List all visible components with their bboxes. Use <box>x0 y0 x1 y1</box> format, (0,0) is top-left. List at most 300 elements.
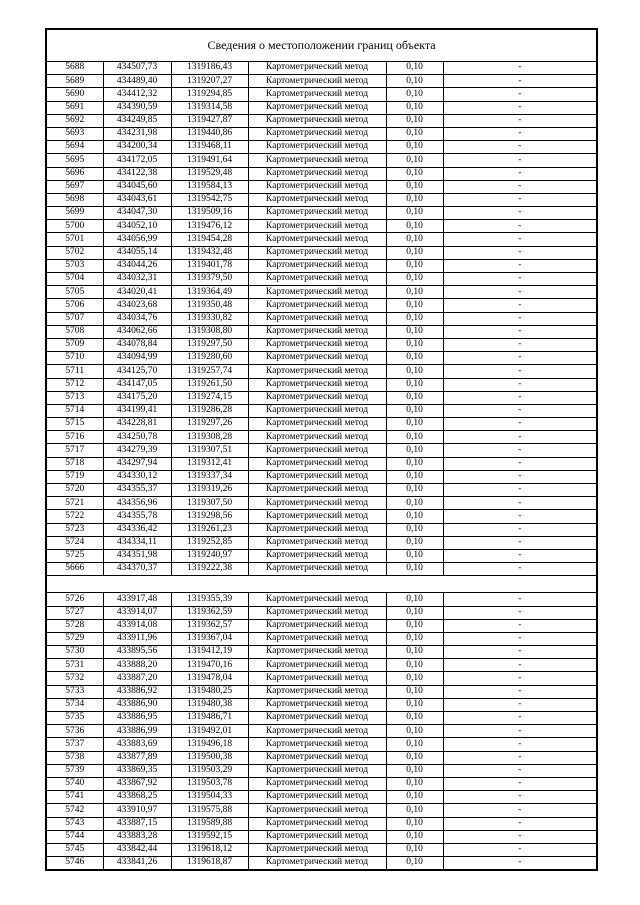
precision-cell: 0,10 <box>386 751 443 764</box>
method-cell: Картометрический метод <box>248 246 386 259</box>
method-cell: Картометрический метод <box>248 418 386 431</box>
note-cell: - <box>443 154 597 167</box>
method-cell: Картометрический метод <box>248 220 386 233</box>
method-cell: Картометрический метод <box>248 338 386 351</box>
method-cell: Картометрический метод <box>248 698 386 711</box>
note-cell: - <box>443 444 597 457</box>
x-coordinate-cell: 434279,39 <box>103 444 171 457</box>
x-coordinate-cell: 434489,40 <box>103 75 171 88</box>
point-number-cell: 5725 <box>46 549 103 562</box>
note-cell: - <box>443 830 597 843</box>
y-coordinate-cell: 1319307,51 <box>171 444 248 457</box>
method-cell: Картометрический метод <box>248 857 386 871</box>
precision-cell: 0,10 <box>386 470 443 483</box>
point-number-cell: 5723 <box>46 523 103 536</box>
x-coordinate-cell: 434045,60 <box>103 180 171 193</box>
point-number-cell: 5737 <box>46 738 103 751</box>
table-row <box>46 444 597 457</box>
note-cell: - <box>443 646 597 659</box>
table-row <box>46 325 597 338</box>
precision-cell: 0,10 <box>386 273 443 286</box>
x-coordinate-cell: 434356,96 <box>103 497 171 510</box>
y-coordinate-cell: 1319261,50 <box>171 378 248 391</box>
note-cell: - <box>443 193 597 206</box>
table-row <box>46 312 597 325</box>
x-coordinate-cell: 433883,28 <box>103 830 171 843</box>
point-number-cell: 5694 <box>46 141 103 154</box>
precision-cell: 0,10 <box>386 685 443 698</box>
table-row <box>46 457 597 470</box>
precision-cell: 0,10 <box>386 259 443 272</box>
method-cell: Картометрический метод <box>248 259 386 272</box>
x-coordinate-cell: 434370,37 <box>103 563 171 576</box>
x-coordinate-cell: 434228,81 <box>103 418 171 431</box>
precision-cell: 0,10 <box>386 391 443 404</box>
point-number-cell: 5704 <box>46 273 103 286</box>
table-row <box>46 830 597 843</box>
note-cell: - <box>443 391 597 404</box>
precision-cell: 0,10 <box>386 510 443 523</box>
precision-cell: 0,10 <box>386 338 443 351</box>
note-cell: - <box>443 549 597 562</box>
method-cell: Картометрический метод <box>248 804 386 817</box>
table-row <box>46 510 597 523</box>
table-row <box>46 804 597 817</box>
y-coordinate-cell: 1319186,43 <box>171 62 248 75</box>
precision-cell: 0,10 <box>386 141 443 154</box>
point-number-cell: 5697 <box>46 180 103 193</box>
point-number-cell: 5714 <box>46 404 103 417</box>
x-coordinate-cell: 433868,25 <box>103 791 171 804</box>
point-number-cell: 5708 <box>46 325 103 338</box>
point-number-cell: 5738 <box>46 751 103 764</box>
table-row <box>46 712 597 725</box>
table-title: Сведения о местоположении границ объекта <box>46 29 597 62</box>
precision-cell: 0,10 <box>386 325 443 338</box>
method-cell: Картометрический метод <box>248 593 386 606</box>
point-number-cell: 5731 <box>46 659 103 672</box>
point-number-cell: 5713 <box>46 391 103 404</box>
table-row <box>46 738 597 751</box>
x-coordinate-cell: 433917,48 <box>103 593 171 606</box>
x-coordinate-cell: 434351,98 <box>103 549 171 562</box>
x-coordinate-cell: 433886,99 <box>103 725 171 738</box>
method-cell: Картометрический метод <box>248 325 386 338</box>
precision-cell: 0,10 <box>386 764 443 777</box>
y-coordinate-cell: 1319503,29 <box>171 764 248 777</box>
note-cell: - <box>443 88 597 101</box>
y-coordinate-cell: 1319257,74 <box>171 365 248 378</box>
table-row <box>46 220 597 233</box>
method-cell: Картометрический метод <box>248 470 386 483</box>
x-coordinate-cell: 434250,78 <box>103 431 171 444</box>
point-number-cell: 5698 <box>46 193 103 206</box>
x-coordinate-cell: 433886,90 <box>103 698 171 711</box>
y-coordinate-cell: 1319480,38 <box>171 698 248 711</box>
x-coordinate-cell: 434249,85 <box>103 114 171 127</box>
note-cell: - <box>443 365 597 378</box>
table-row <box>46 154 597 167</box>
precision-cell: 0,10 <box>386 536 443 549</box>
y-coordinate-cell: 1319319,26 <box>171 484 248 497</box>
point-number-cell: 5711 <box>46 365 103 378</box>
point-number-cell: 5736 <box>46 725 103 738</box>
x-coordinate-cell: 434355,78 <box>103 510 171 523</box>
method-cell: Картометрический метод <box>248 510 386 523</box>
note-cell: - <box>443 233 597 246</box>
note-cell: - <box>443 593 597 606</box>
precision-cell: 0,10 <box>386 646 443 659</box>
table-row <box>46 536 597 549</box>
y-coordinate-cell: 1319575,88 <box>171 804 248 817</box>
method-cell: Картометрический метод <box>248 712 386 725</box>
precision-cell: 0,10 <box>386 632 443 645</box>
point-number-cell: 5691 <box>46 101 103 114</box>
point-number-cell: 5722 <box>46 510 103 523</box>
precision-cell: 0,10 <box>386 497 443 510</box>
y-coordinate-cell: 1319618,12 <box>171 843 248 856</box>
table-row <box>46 843 597 856</box>
point-number-cell: 5701 <box>46 233 103 246</box>
method-cell: Картометрический метод <box>248 391 386 404</box>
note-cell: - <box>443 404 597 417</box>
table-row <box>46 75 597 88</box>
method-cell: Картометрический метод <box>248 672 386 685</box>
table-row <box>46 764 597 777</box>
y-coordinate-cell: 1319584,13 <box>171 180 248 193</box>
point-number-cell: 5726 <box>46 593 103 606</box>
method-cell: Картометрический метод <box>248 286 386 299</box>
point-number-cell: 5705 <box>46 286 103 299</box>
y-coordinate-cell: 1319286,28 <box>171 404 248 417</box>
y-coordinate-cell: 1319500,38 <box>171 751 248 764</box>
table-row <box>46 233 597 246</box>
precision-cell: 0,10 <box>386 127 443 140</box>
note-cell: - <box>443 563 597 576</box>
table-row <box>46 817 597 830</box>
point-number-cell: 5741 <box>46 791 103 804</box>
point-number-cell: 5710 <box>46 352 103 365</box>
method-cell: Картометрический метод <box>248 365 386 378</box>
x-coordinate-cell: 434094,99 <box>103 352 171 365</box>
point-number-cell: 5699 <box>46 207 103 220</box>
method-cell: Картометрический метод <box>248 154 386 167</box>
method-cell: Картометрический метод <box>248 180 386 193</box>
precision-cell: 0,10 <box>386 180 443 193</box>
note-cell: - <box>443 843 597 856</box>
precision-cell: 0,10 <box>386 404 443 417</box>
point-number-cell: 5690 <box>46 88 103 101</box>
table-row <box>46 338 597 351</box>
table-row <box>46 593 597 606</box>
table-row <box>46 273 597 286</box>
y-coordinate-cell: 1319412,19 <box>171 646 248 659</box>
x-coordinate-cell: 433867,92 <box>103 777 171 790</box>
table-row <box>46 619 597 632</box>
y-coordinate-cell: 1319297,26 <box>171 418 248 431</box>
method-cell: Картометрический метод <box>248 62 386 75</box>
method-cell: Картометрический метод <box>248 738 386 751</box>
x-coordinate-cell: 433869,35 <box>103 764 171 777</box>
precision-cell: 0,10 <box>386 857 443 871</box>
x-coordinate-cell: 433888,20 <box>103 659 171 672</box>
point-number-cell: 5742 <box>46 804 103 817</box>
point-number-cell: 5735 <box>46 712 103 725</box>
x-coordinate-cell: 434032,31 <box>103 273 171 286</box>
y-coordinate-cell: 1319509,16 <box>171 207 248 220</box>
table-row <box>46 646 597 659</box>
y-coordinate-cell: 1319355,39 <box>171 593 248 606</box>
point-number-cell: 5730 <box>46 646 103 659</box>
y-coordinate-cell: 1319312,41 <box>171 457 248 470</box>
precision-cell: 0,10 <box>386 777 443 790</box>
note-cell: - <box>443 497 597 510</box>
note-cell: - <box>443 817 597 830</box>
table-row <box>46 497 597 510</box>
method-cell: Картометрический метод <box>248 563 386 576</box>
point-number-cell: 5734 <box>46 698 103 711</box>
y-coordinate-cell: 1319476,12 <box>171 220 248 233</box>
method-cell: Картометрический метод <box>248 659 386 672</box>
method-cell: Картометрический метод <box>248 646 386 659</box>
table-row <box>46 365 597 378</box>
method-cell: Картометрический метод <box>248 843 386 856</box>
y-coordinate-cell: 1319240,97 <box>171 549 248 562</box>
y-coordinate-cell: 1319618,87 <box>171 857 248 871</box>
precision-cell: 0,10 <box>386 286 443 299</box>
table-row <box>46 246 597 259</box>
table-row <box>46 62 597 75</box>
precision-cell: 0,10 <box>386 193 443 206</box>
x-coordinate-cell: 434334,11 <box>103 536 171 549</box>
x-coordinate-cell: 434078,84 <box>103 338 171 351</box>
method-cell: Картометрический метод <box>248 817 386 830</box>
precision-cell: 0,10 <box>386 484 443 497</box>
precision-cell: 0,10 <box>386 75 443 88</box>
table-row <box>46 378 597 391</box>
y-coordinate-cell: 1319503,78 <box>171 777 248 790</box>
table-row <box>46 286 597 299</box>
x-coordinate-cell: 434034,76 <box>103 312 171 325</box>
x-coordinate-cell: 434047,30 <box>103 207 171 220</box>
boundary-table-body <box>46 62 597 871</box>
x-coordinate-cell: 433887,20 <box>103 672 171 685</box>
table-row <box>46 777 597 790</box>
method-cell: Картометрический метод <box>248 725 386 738</box>
note-cell: - <box>443 470 597 483</box>
point-number-cell: 5717 <box>46 444 103 457</box>
note-cell: - <box>443 180 597 193</box>
precision-cell: 0,10 <box>386 418 443 431</box>
x-coordinate-cell: 434336,42 <box>103 523 171 536</box>
table-row <box>46 857 597 871</box>
table-row <box>46 523 597 536</box>
y-coordinate-cell: 1319480,25 <box>171 685 248 698</box>
point-number-cell: 5715 <box>46 418 103 431</box>
note-cell: - <box>443 457 597 470</box>
point-number-cell: 5693 <box>46 127 103 140</box>
table-row <box>46 725 597 738</box>
note-cell: - <box>443 672 597 685</box>
table-row <box>46 207 597 220</box>
y-coordinate-cell: 1319496,18 <box>171 738 248 751</box>
y-coordinate-cell: 1319298,56 <box>171 510 248 523</box>
method-cell: Картометрический метод <box>248 207 386 220</box>
method-cell: Картометрический метод <box>248 777 386 790</box>
method-cell: Картометрический метод <box>248 764 386 777</box>
table-row <box>46 685 597 698</box>
precision-cell: 0,10 <box>386 101 443 114</box>
method-cell: Картометрический метод <box>248 233 386 246</box>
method-cell: Картометрический метод <box>248 791 386 804</box>
table-row <box>46 791 597 804</box>
point-number-cell: 5703 <box>46 259 103 272</box>
point-number-cell: 5729 <box>46 632 103 645</box>
point-number-cell: 5695 <box>46 154 103 167</box>
y-coordinate-cell: 1319294,85 <box>171 88 248 101</box>
note-cell: - <box>443 632 597 645</box>
x-coordinate-cell: 433886,95 <box>103 712 171 725</box>
table-row <box>46 659 597 672</box>
x-coordinate-cell: 434147,05 <box>103 378 171 391</box>
x-coordinate-cell: 434172,05 <box>103 154 171 167</box>
y-coordinate-cell: 1319362,57 <box>171 619 248 632</box>
point-number-cell: 5740 <box>46 777 103 790</box>
note-cell: - <box>443 167 597 180</box>
precision-cell: 0,10 <box>386 431 443 444</box>
method-cell: Картометрический метод <box>248 497 386 510</box>
precision-cell: 0,10 <box>386 365 443 378</box>
y-coordinate-cell: 1319330,82 <box>171 312 248 325</box>
x-coordinate-cell: 434056,99 <box>103 233 171 246</box>
point-number-cell: 5745 <box>46 843 103 856</box>
precision-cell: 0,10 <box>386 378 443 391</box>
note-cell: - <box>443 659 597 672</box>
y-coordinate-cell: 1319362,59 <box>171 606 248 619</box>
method-cell: Картометрический метод <box>248 299 386 312</box>
method-cell: Картометрический метод <box>248 484 386 497</box>
y-coordinate-cell: 1319308,28 <box>171 431 248 444</box>
y-coordinate-cell: 1319432,48 <box>171 246 248 259</box>
table-row <box>46 632 597 645</box>
method-cell: Картометрический метод <box>248 536 386 549</box>
y-coordinate-cell: 1319504,33 <box>171 791 248 804</box>
point-number-cell: 5732 <box>46 672 103 685</box>
table-row <box>46 672 597 685</box>
y-coordinate-cell: 1319589,88 <box>171 817 248 830</box>
x-coordinate-cell: 433842,44 <box>103 843 171 856</box>
note-cell: - <box>443 510 597 523</box>
x-coordinate-cell: 434023,68 <box>103 299 171 312</box>
point-number-cell: 5720 <box>46 484 103 497</box>
method-cell: Картометрический метод <box>248 141 386 154</box>
method-cell: Картометрический метод <box>248 273 386 286</box>
x-coordinate-cell: 433895,56 <box>103 646 171 659</box>
method-cell: Картометрический метод <box>248 606 386 619</box>
x-coordinate-cell: 434390,59 <box>103 101 171 114</box>
method-cell: Картометрический метод <box>248 75 386 88</box>
method-cell: Картометрический метод <box>248 632 386 645</box>
precision-cell: 0,10 <box>386 672 443 685</box>
x-coordinate-cell: 433887,15 <box>103 817 171 830</box>
table-row <box>46 141 597 154</box>
method-cell: Картометрический метод <box>248 457 386 470</box>
point-number-cell: 5707 <box>46 312 103 325</box>
note-cell: - <box>443 299 597 312</box>
x-coordinate-cell: 434020,41 <box>103 286 171 299</box>
method-cell: Картометрический метод <box>248 127 386 140</box>
x-coordinate-cell: 433914,08 <box>103 619 171 632</box>
table-row <box>46 259 597 272</box>
y-coordinate-cell: 1319454,28 <box>171 233 248 246</box>
note-cell: - <box>443 712 597 725</box>
x-coordinate-cell: 434043,61 <box>103 193 171 206</box>
method-cell: Картометрический метод <box>248 88 386 101</box>
y-coordinate-cell: 1319478,04 <box>171 672 248 685</box>
point-number-cell: 5709 <box>46 338 103 351</box>
y-coordinate-cell: 1319379,50 <box>171 273 248 286</box>
note-cell: - <box>443 418 597 431</box>
method-cell: Картометрический метод <box>248 523 386 536</box>
precision-cell: 0,10 <box>386 523 443 536</box>
note-cell: - <box>443 75 597 88</box>
x-coordinate-cell: 434122,38 <box>103 167 171 180</box>
y-coordinate-cell: 1319261,23 <box>171 523 248 536</box>
precision-cell: 0,10 <box>386 207 443 220</box>
precision-cell: 0,10 <box>386 843 443 856</box>
table-row <box>46 563 597 576</box>
note-cell: - <box>443 764 597 777</box>
table-row <box>46 299 597 312</box>
note-cell: - <box>443 352 597 365</box>
point-number-cell: 5706 <box>46 299 103 312</box>
note-cell: - <box>443 431 597 444</box>
precision-cell: 0,10 <box>386 312 443 325</box>
precision-cell: 0,10 <box>386 457 443 470</box>
precision-cell: 0,10 <box>386 817 443 830</box>
precision-cell: 0,10 <box>386 88 443 101</box>
table-row <box>46 352 597 365</box>
y-coordinate-cell: 1319470,16 <box>171 659 248 672</box>
point-number-cell: 5712 <box>46 378 103 391</box>
note-cell: - <box>443 259 597 272</box>
y-coordinate-cell: 1319307,50 <box>171 497 248 510</box>
note-cell: - <box>443 777 597 790</box>
method-cell: Картометрический метод <box>248 404 386 417</box>
table-row <box>46 418 597 431</box>
note-cell: - <box>443 141 597 154</box>
y-coordinate-cell: 1319274,15 <box>171 391 248 404</box>
note-cell: - <box>443 286 597 299</box>
y-coordinate-cell: 1319252,85 <box>171 536 248 549</box>
y-coordinate-cell: 1319529,48 <box>171 167 248 180</box>
method-cell: Картометрический метод <box>248 685 386 698</box>
y-coordinate-cell: 1319468,11 <box>171 141 248 154</box>
method-cell: Картометрический метод <box>248 114 386 127</box>
y-coordinate-cell: 1319491,64 <box>171 154 248 167</box>
note-cell: - <box>443 273 597 286</box>
note-cell: - <box>443 738 597 751</box>
y-coordinate-cell: 1319592,15 <box>171 830 248 843</box>
x-coordinate-cell: 434199,41 <box>103 404 171 417</box>
point-number-cell: 5716 <box>46 431 103 444</box>
precision-cell: 0,10 <box>386 659 443 672</box>
precision-cell: 0,10 <box>386 738 443 751</box>
point-number-cell: 5696 <box>46 167 103 180</box>
note-cell: - <box>443 857 597 871</box>
x-coordinate-cell: 434175,20 <box>103 391 171 404</box>
table-row <box>46 193 597 206</box>
